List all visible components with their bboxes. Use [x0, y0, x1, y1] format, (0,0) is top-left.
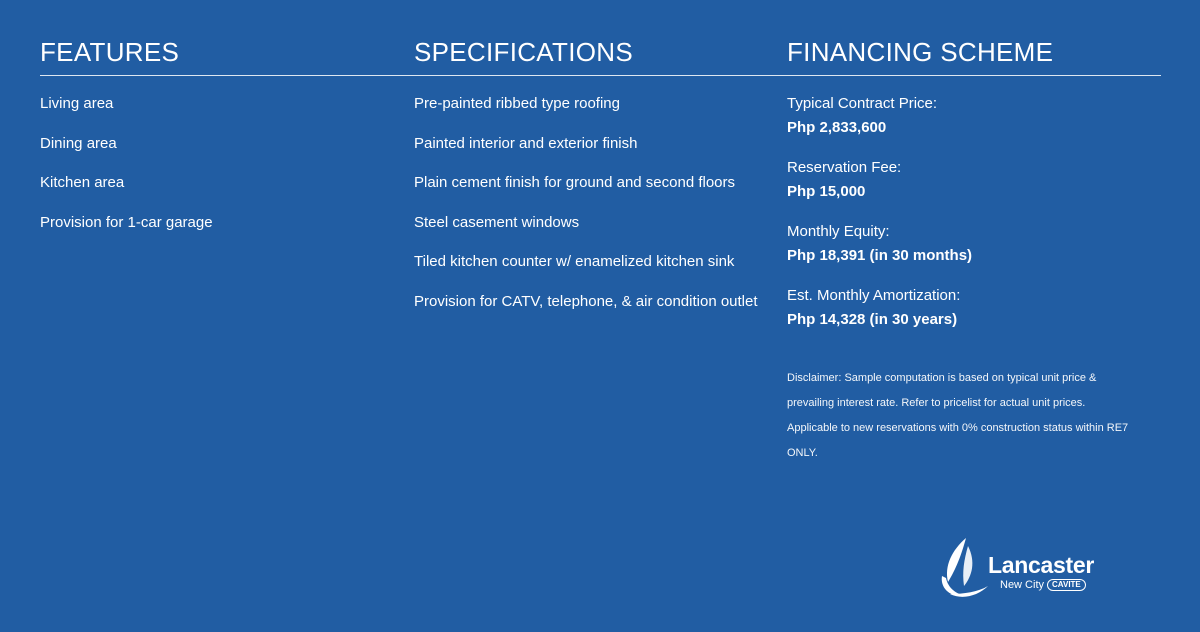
financing-item-reservation-fee: [787, 156, 1147, 204]
financing-value: Php 2,833,600: [787, 119, 887, 136]
logo-subtitle: [1000, 579, 1086, 591]
financing-label: Typical Contract Price:: [787, 95, 938, 112]
specification-item: Painted interior and exterior finish: [414, 134, 638, 152]
logo-sub-text: New City: [1000, 579, 1045, 591]
feature-item: Provision for 1-car garage: [40, 213, 213, 231]
financing-label: Est. Monthly Amortization:: [787, 287, 961, 304]
financing-item-monthly-equity: [787, 220, 1147, 268]
logo-tag: CAVITE: [1047, 579, 1086, 591]
specifications-list: [414, 92, 764, 314]
disclaimer-text: Disclaimer: Sample computation is based on typical unit price & prevailing interest rate. Refer to pricelist for actual unit prices. Applicable to new reservations with 0% construction status within RE7 ONLY.: [787, 372, 1129, 459]
sail-leaf-icon: [938, 536, 990, 602]
feature-item: Living area: [40, 95, 114, 112]
financing-section: [787, 36, 1147, 477]
features-list: [40, 92, 380, 235]
financing-item-contract-price: [787, 92, 1147, 140]
financing-list: [787, 92, 1147, 332]
financing-value: Php 15,000: [787, 183, 866, 200]
specification-item: Pre-painted ribbed type roofing: [414, 95, 620, 112]
specifications-section: [414, 36, 764, 329]
financing-value: Php 14,328 (in 30 years): [787, 311, 958, 328]
logo-brand: Lancaster: [988, 552, 1094, 578]
financing-value: Php 18,391 (in 30 months): [787, 247, 973, 264]
specification-item: Tiled kitchen counter w/ enamelized kitchen sink: [414, 253, 735, 270]
specification-item: Plain cement finish for ground and second floors: [414, 174, 736, 191]
lancaster-logo: [938, 536, 1118, 604]
financing-title: FINANCING SCHEME: [787, 37, 1054, 67]
features-section: [40, 36, 380, 250]
financing-label: Monthly Equity:: [787, 223, 890, 240]
specification-item: Provision for CATV, telephone, & air condition outlet: [414, 292, 758, 310]
feature-item: Dining area: [40, 134, 117, 152]
financing-label: Reservation Fee:: [787, 159, 902, 176]
financing-item-monthly-amortization: [787, 284, 1147, 332]
specification-item: Steel casement windows: [414, 213, 580, 231]
feature-item: Kitchen area: [40, 174, 125, 191]
specifications-title: SPECIFICATIONS: [414, 37, 633, 67]
features-title: FEATURES: [40, 37, 180, 67]
